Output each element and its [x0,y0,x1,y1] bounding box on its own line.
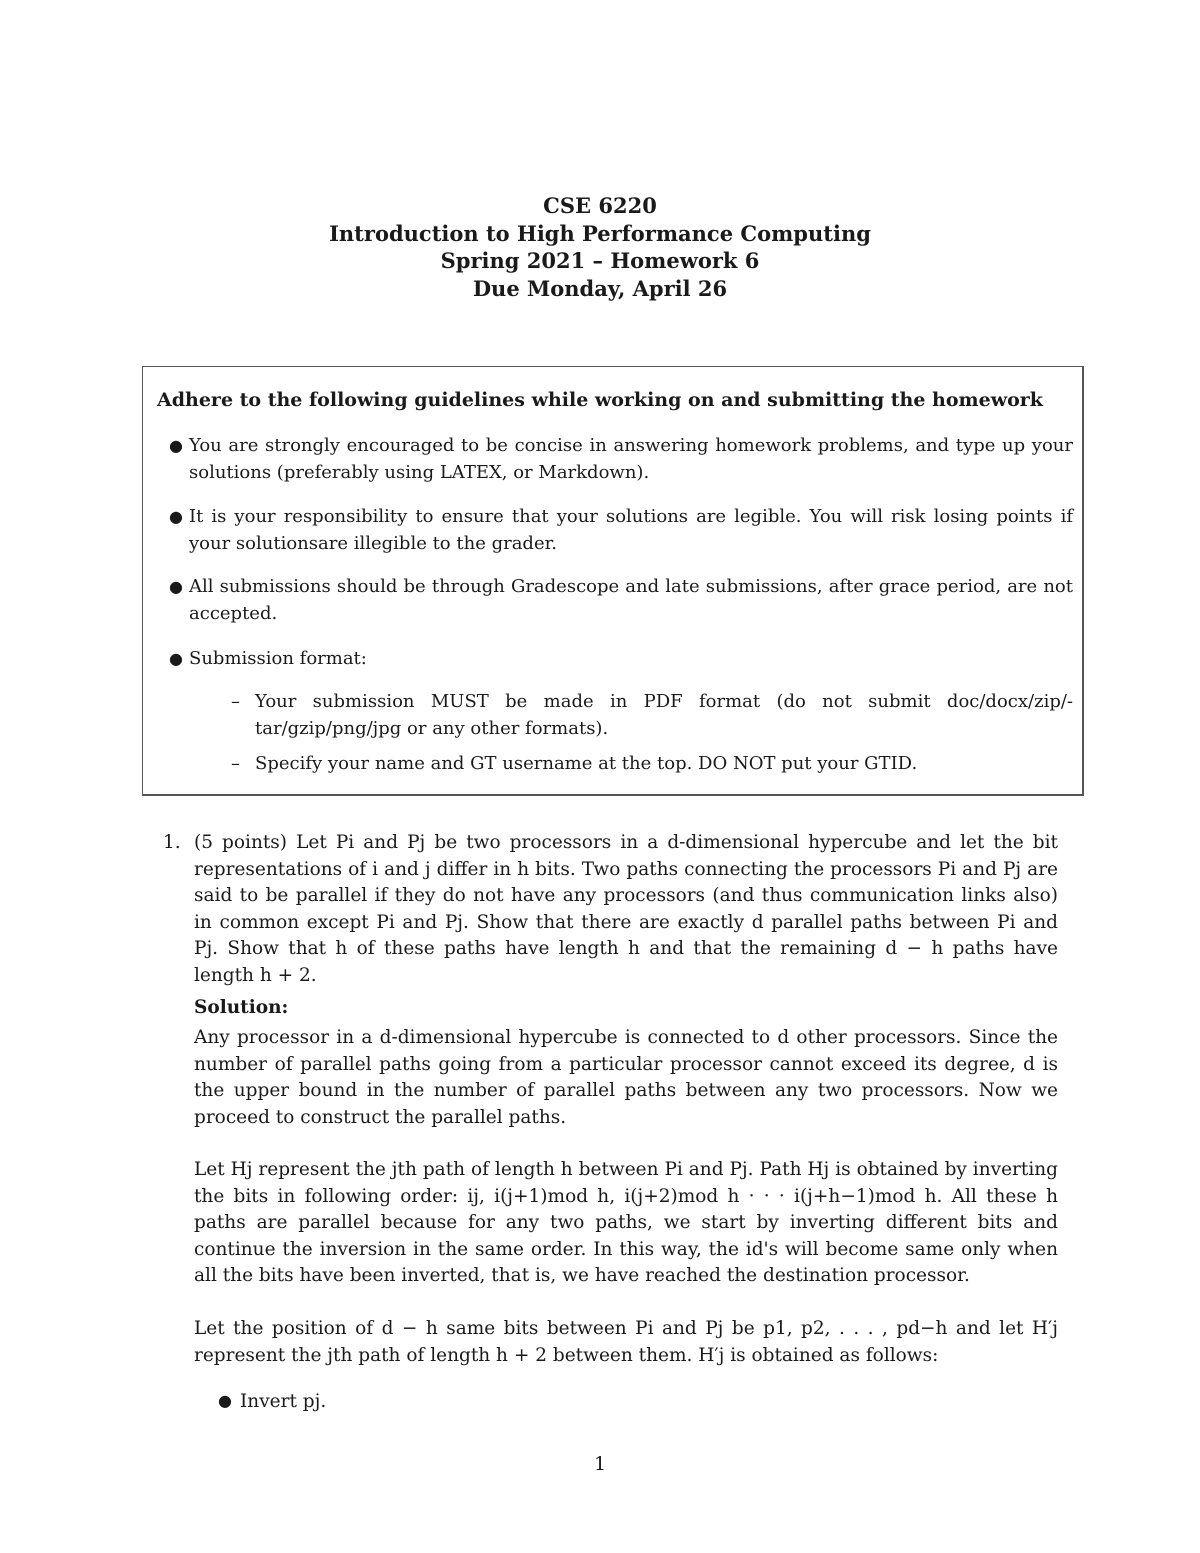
guideline-item: ● Submission format: [189,646,1073,673]
homework-term: Spring 2021 – Homework 6 [440,248,760,273]
bullet-icon: ● [169,507,183,526]
guideline-item: ● It is your responsibility to ensure that your solutions are legible. You will risk losing points if your solutionsare illegible to the grader. [169,506,1073,554]
guideline-item: ● All submissions should be through Gradescope and late submissions, after grace period, are not accepted. [169,576,1073,624]
bullet-icon: ● [169,436,183,455]
bullet-icon: ● [218,1391,232,1410]
guidelines-box [142,366,1084,796]
page-number: 1 [593,1453,607,1475]
bullet-icon: ● [169,649,183,668]
solution-bullet: ● Invert pj. [218,1391,327,1412]
solution-paragraph-3: Let the position of d − h same bits between Pi and Pj be p1, p2, . . . , pd−h and let H′j represent the jth path of length h + 2 between them. H′j is obtained as follows: [194,1318,1058,1366]
guideline-sub-item: – Your submission MUST be made in PDF format (do not submit doc/docx/zip/-tar/gzip/png/jpg or any other formats). [231,691,1073,739]
course-title: Introduction to High Performance Computing [329,220,871,246]
document-header [0,192,1200,302]
dash-icon: – [231,753,240,774]
problem-statement: (5 points) Let Pi and Pj be two processors in a d-dimensional hypercube and let the bit representations of i and j differ in h bits. Two paths connecting the processors Pi and Pj are said to be parallel if they do not have any processors (and thus communication links also) in common except Pi and Pj. Show that there are exactly d parallel paths between Pi and Pj. Show that h of these paths have length h and that the remaining d − h paths have length h + 2. [194,832,1058,986]
guideline-item: ● You are strongly encouraged to be concise in answering homework problems, and type up your solutions (preferably using LATEX, or Markdown). [169,435,1073,483]
dash-icon: – [231,691,240,712]
due-date: Due Monday, April 26 [472,275,728,301]
solution-heading: Solution: [194,997,289,1018]
solution-paragraph-1: Any processor in a d-dimensional hypercube is connected to d other processors. Since the number of parallel paths going from a particular processor cannot exceed its degree, d is the upper bound in the number of parallel paths between any two processors. Now we proceed to construct the parallel paths. [194,1027,1058,1128]
course-code: CSE 6220 [543,193,657,218]
bullet-icon: ● [169,577,183,596]
problem-number: 1. [163,832,181,853]
guidelines-heading: Adhere to the following guidelines while working on and submitting the homework [157,389,1043,411]
guideline-sub-item: – Specify your name and GT username at the top. DO NOT put your GTID. [255,751,1073,778]
solution-paragraph-2: Let Hj represent the jth path of length h between Pi and Pj. Path Hj is obtained by inverting the bits in following order: ij, i(j+1)mod h, i(j+2)mod h · · · i(j+h−1)mod h. All these h paths are parallel because for any two paths, we start by inverting different bits and continue the inversion in the same order. In this way, the id's will become same only when all the bits have been inverted, that is, we have reached the destination processor. [194,1159,1058,1286]
